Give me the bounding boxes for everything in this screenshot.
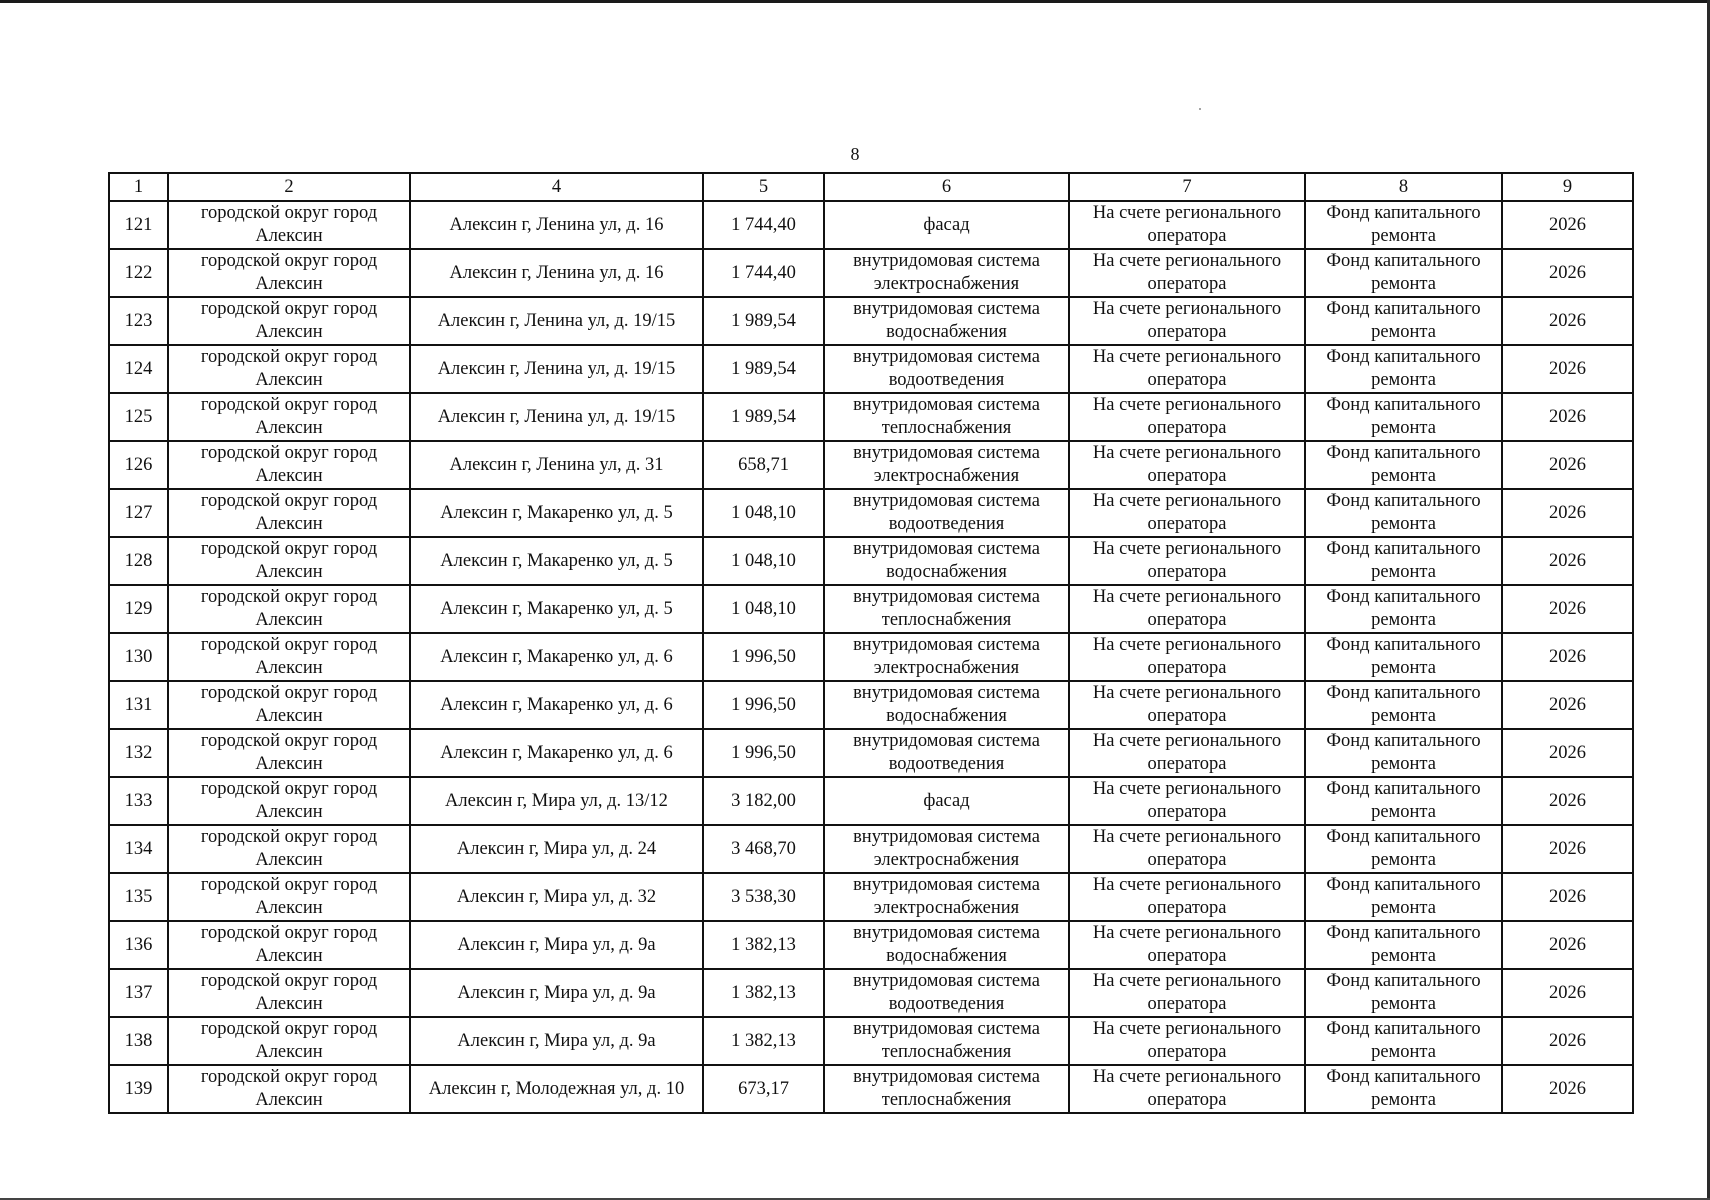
funding-source-cell: Фонд капитального ремонта bbox=[1305, 1065, 1502, 1113]
repair-element-cell: внутридомовая система теплоснабжения bbox=[824, 1017, 1069, 1065]
table-row bbox=[109, 633, 1633, 681]
row-number: 136 bbox=[109, 921, 168, 969]
repair-element-cell: внутридомовая система теплоснабжения bbox=[824, 1065, 1069, 1113]
table-row bbox=[109, 921, 1633, 969]
area-cell: 1 048,10 bbox=[703, 537, 824, 585]
funding-source-cell: Фонд капитального ремонта bbox=[1305, 825, 1502, 873]
repair-element-cell: внутридомовая система водоснабжения bbox=[824, 921, 1069, 969]
repair-element-cell: фасад bbox=[824, 777, 1069, 825]
area-cell: 1 382,13 bbox=[703, 921, 824, 969]
table-header bbox=[109, 173, 1633, 201]
municipality-cell: городской округ город Алексин bbox=[168, 969, 410, 1017]
municipality-cell: городской округ город Алексин bbox=[168, 249, 410, 297]
funding-source-cell: Фонд капитального ремонта bbox=[1305, 345, 1502, 393]
funds-account-cell: На счете регионального оператора bbox=[1069, 249, 1305, 297]
funds-account-cell: На счете регионального оператора bbox=[1069, 441, 1305, 489]
row-number: 122 bbox=[109, 249, 168, 297]
header-col-6: 6 bbox=[824, 173, 1069, 201]
area-cell: 1 989,54 bbox=[703, 345, 824, 393]
funds-account-cell: На счете регионального оператора bbox=[1069, 969, 1305, 1017]
area-cell: 658,71 bbox=[703, 441, 824, 489]
address-cell: Алексин г, Макаренко ул, д. 6 bbox=[410, 633, 703, 681]
funding-source-cell: Фонд капитального ремонта bbox=[1305, 249, 1502, 297]
funding-source-cell: Фонд капитального ремонта bbox=[1305, 489, 1502, 537]
funds-account-cell: На счете регионального оператора bbox=[1069, 393, 1305, 441]
row-number: 129 bbox=[109, 585, 168, 633]
year-cell: 2026 bbox=[1502, 729, 1633, 777]
row-number: 128 bbox=[109, 537, 168, 585]
funds-account-cell: На счете регионального оператора bbox=[1069, 633, 1305, 681]
header-col-4: 4 bbox=[410, 173, 703, 201]
year-cell: 2026 bbox=[1502, 441, 1633, 489]
row-number: 125 bbox=[109, 393, 168, 441]
repair-element-cell: внутридомовая система теплоснабжения bbox=[824, 393, 1069, 441]
address-cell: Алексин г, Ленина ул, д. 19/15 bbox=[410, 345, 703, 393]
area-cell: 1 382,13 bbox=[703, 1017, 824, 1065]
repair-element-cell: внутридомовая система электроснабжения bbox=[824, 441, 1069, 489]
repair-element-cell: внутридомовая система водоотведения bbox=[824, 345, 1069, 393]
table-row bbox=[109, 585, 1633, 633]
row-number: 133 bbox=[109, 777, 168, 825]
address-cell: Алексин г, Ленина ул, д. 19/15 bbox=[410, 393, 703, 441]
address-cell: Алексин г, Мира ул, д. 13/12 bbox=[410, 777, 703, 825]
municipality-cell: городской округ город Алексин bbox=[168, 585, 410, 633]
area-cell: 1 744,40 bbox=[703, 249, 824, 297]
address-cell: Алексин г, Мира ул, д. 9а bbox=[410, 969, 703, 1017]
header-col-5: 5 bbox=[703, 173, 824, 201]
year-cell: 2026 bbox=[1502, 585, 1633, 633]
year-cell: 2026 bbox=[1502, 921, 1633, 969]
funding-source-cell: Фонд капитального ремонта bbox=[1305, 729, 1502, 777]
table-row bbox=[109, 873, 1633, 921]
municipality-cell: городской округ город Алексин bbox=[168, 1017, 410, 1065]
row-number: 131 bbox=[109, 681, 168, 729]
area-cell: 1 989,54 bbox=[703, 393, 824, 441]
area-cell: 1 744,40 bbox=[703, 201, 824, 249]
funds-account-cell: На счете регионального оператора bbox=[1069, 873, 1305, 921]
funding-source-cell: Фонд капитального ремонта bbox=[1305, 393, 1502, 441]
funding-source-cell: Фонд капитального ремонта bbox=[1305, 969, 1502, 1017]
table-row bbox=[109, 1017, 1633, 1065]
address-cell: Алексин г, Мира ул, д. 24 bbox=[410, 825, 703, 873]
header-col-9: 9 bbox=[1502, 173, 1633, 201]
row-number: 130 bbox=[109, 633, 168, 681]
address-cell: Алексин г, Ленина ул, д. 16 bbox=[410, 201, 703, 249]
year-cell: 2026 bbox=[1502, 393, 1633, 441]
municipality-cell: городской округ город Алексин bbox=[168, 825, 410, 873]
funds-account-cell: На счете регионального оператора bbox=[1069, 585, 1305, 633]
row-number: 127 bbox=[109, 489, 168, 537]
funds-account-cell: На счете регионального оператора bbox=[1069, 729, 1305, 777]
municipality-cell: городской округ город Алексин bbox=[168, 297, 410, 345]
funds-account-cell: На счете регионального оператора bbox=[1069, 825, 1305, 873]
year-cell: 2026 bbox=[1502, 1017, 1633, 1065]
address-cell: Алексин г, Макаренко ул, д. 5 bbox=[410, 585, 703, 633]
address-cell: Алексин г, Макаренко ул, д. 6 bbox=[410, 729, 703, 777]
header-col-7: 7 bbox=[1069, 173, 1305, 201]
row-number: 139 bbox=[109, 1065, 168, 1113]
table-row bbox=[109, 969, 1633, 1017]
year-cell: 2026 bbox=[1502, 873, 1633, 921]
row-number: 138 bbox=[109, 1017, 168, 1065]
header-col-2: 2 bbox=[168, 173, 410, 201]
area-cell: 673,17 bbox=[703, 1065, 824, 1113]
funds-account-cell: На счете регионального оператора bbox=[1069, 489, 1305, 537]
year-cell: 2026 bbox=[1502, 777, 1633, 825]
municipality-cell: городской округ город Алексин bbox=[168, 873, 410, 921]
table-row bbox=[109, 537, 1633, 585]
municipality-cell: городской округ город Алексин bbox=[168, 1065, 410, 1113]
table-row bbox=[109, 729, 1633, 777]
table-row bbox=[109, 393, 1633, 441]
row-number: 121 bbox=[109, 201, 168, 249]
year-cell: 2026 bbox=[1502, 825, 1633, 873]
funds-account-cell: На счете регионального оператора bbox=[1069, 681, 1305, 729]
funding-source-cell: Фонд капитального ремонта bbox=[1305, 201, 1502, 249]
area-cell: 1 048,10 bbox=[703, 585, 824, 633]
funds-account-cell: На счете регионального оператора bbox=[1069, 1065, 1305, 1113]
area-cell: 1 048,10 bbox=[703, 489, 824, 537]
address-cell: Алексин г, Мира ул, д. 9а bbox=[410, 921, 703, 969]
table-row bbox=[109, 825, 1633, 873]
address-cell: Алексин г, Макаренко ул, д. 5 bbox=[410, 537, 703, 585]
funding-source-cell: Фонд капитального ремонта bbox=[1305, 1017, 1502, 1065]
area-cell: 1 382,13 bbox=[703, 969, 824, 1017]
municipality-cell: городской округ город Алексин bbox=[168, 489, 410, 537]
table-body bbox=[109, 201, 1633, 1113]
funding-source-cell: Фонд капитального ремонта bbox=[1305, 873, 1502, 921]
repair-element-cell: внутридомовая система водоснабжения bbox=[824, 297, 1069, 345]
row-number: 126 bbox=[109, 441, 168, 489]
row-number: 132 bbox=[109, 729, 168, 777]
area-cell: 3 468,70 bbox=[703, 825, 824, 873]
table-row bbox=[109, 777, 1633, 825]
funds-account-cell: На счете регионального оператора bbox=[1069, 777, 1305, 825]
table-row bbox=[109, 249, 1633, 297]
funding-source-cell: Фонд капитального ремонта bbox=[1305, 297, 1502, 345]
area-cell: 3 182,00 bbox=[703, 777, 824, 825]
funding-source-cell: Фонд капитального ремонта bbox=[1305, 633, 1502, 681]
address-cell: Алексин г, Мира ул, д. 32 bbox=[410, 873, 703, 921]
year-cell: 2026 bbox=[1502, 345, 1633, 393]
repair-element-cell: внутридомовая система теплоснабжения bbox=[824, 585, 1069, 633]
table-row bbox=[109, 297, 1633, 345]
scan-border-top bbox=[0, 0, 1710, 3]
row-number: 135 bbox=[109, 873, 168, 921]
address-cell: Алексин г, Макаренко ул, д. 5 bbox=[410, 489, 703, 537]
funds-account-cell: На счете регионального оператора bbox=[1069, 537, 1305, 585]
table-row bbox=[109, 489, 1633, 537]
repair-element-cell: внутридомовая система водоотведения bbox=[824, 489, 1069, 537]
year-cell: 2026 bbox=[1502, 969, 1633, 1017]
address-cell: Алексин г, Ленина ул, д. 31 bbox=[410, 441, 703, 489]
table-row bbox=[109, 1065, 1633, 1113]
repair-element-cell: фасад bbox=[824, 201, 1069, 249]
address-cell: Алексин г, Молодежная ул, д. 10 bbox=[410, 1065, 703, 1113]
table-row bbox=[109, 201, 1633, 249]
municipality-cell: городской округ город Алексин bbox=[168, 633, 410, 681]
repair-element-cell: внутридомовая система водоотведения bbox=[824, 729, 1069, 777]
repair-element-cell: внутридомовая система электроснабжения bbox=[824, 249, 1069, 297]
municipality-cell: городской округ город Алексин bbox=[168, 537, 410, 585]
funds-account-cell: На счете регионального оператора bbox=[1069, 345, 1305, 393]
funding-source-cell: Фонд капитального ремонта bbox=[1305, 777, 1502, 825]
municipality-cell: городской округ город Алексин bbox=[168, 921, 410, 969]
repair-element-cell: внутридомовая система электроснабжения bbox=[824, 873, 1069, 921]
funding-source-cell: Фонд капитального ремонта bbox=[1305, 585, 1502, 633]
municipality-cell: городской округ город Алексин bbox=[168, 345, 410, 393]
year-cell: 2026 bbox=[1502, 681, 1633, 729]
table-row bbox=[109, 681, 1633, 729]
address-cell: Алексин г, Мира ул, д. 9а bbox=[410, 1017, 703, 1065]
row-number: 124 bbox=[109, 345, 168, 393]
address-cell: Алексин г, Ленина ул, д. 16 bbox=[410, 249, 703, 297]
scan-artifact-dot bbox=[1199, 108, 1201, 110]
table-row bbox=[109, 441, 1633, 489]
funding-source-cell: Фонд капитального ремонта bbox=[1305, 681, 1502, 729]
repair-element-cell: внутридомовая система водоотведения bbox=[824, 969, 1069, 1017]
table-row bbox=[109, 345, 1633, 393]
year-cell: 2026 bbox=[1502, 297, 1633, 345]
address-cell: Алексин г, Ленина ул, д. 19/15 bbox=[410, 297, 703, 345]
row-number: 123 bbox=[109, 297, 168, 345]
funds-account-cell: На счете регионального оператора bbox=[1069, 921, 1305, 969]
funds-account-cell: На счете регионального оператора bbox=[1069, 297, 1305, 345]
year-cell: 2026 bbox=[1502, 489, 1633, 537]
funds-account-cell: На счете регионального оператора bbox=[1069, 201, 1305, 249]
funding-source-cell: Фонд капитального ремонта bbox=[1305, 441, 1502, 489]
row-number: 137 bbox=[109, 969, 168, 1017]
funding-source-cell: Фонд капитального ремонта bbox=[1305, 921, 1502, 969]
area-cell: 1 996,50 bbox=[703, 681, 824, 729]
municipality-cell: городской округ город Алексин bbox=[168, 729, 410, 777]
municipality-cell: городской округ город Алексин bbox=[168, 681, 410, 729]
repair-element-cell: внутридомовая система электроснабжения bbox=[824, 633, 1069, 681]
municipality-cell: городской округ город Алексин bbox=[168, 441, 410, 489]
year-cell: 2026 bbox=[1502, 1065, 1633, 1113]
address-cell: Алексин г, Макаренко ул, д. 6 bbox=[410, 681, 703, 729]
repair-schedule-table bbox=[108, 172, 1634, 1114]
municipality-cell: городской округ город Алексин bbox=[168, 201, 410, 249]
area-cell: 3 538,30 bbox=[703, 873, 824, 921]
municipality-cell: городской округ город Алексин bbox=[168, 393, 410, 441]
page-number: 8 bbox=[850, 144, 860, 164]
year-cell: 2026 bbox=[1502, 537, 1633, 585]
row-number: 134 bbox=[109, 825, 168, 873]
repair-element-cell: внутридомовая система водоснабжения bbox=[824, 681, 1069, 729]
municipality-cell: городской округ город Алексин bbox=[168, 777, 410, 825]
area-cell: 1 996,50 bbox=[703, 633, 824, 681]
funding-source-cell: Фонд капитального ремонта bbox=[1305, 537, 1502, 585]
year-cell: 2026 bbox=[1502, 633, 1633, 681]
funds-account-cell: На счете регионального оператора bbox=[1069, 1017, 1305, 1065]
area-cell: 1 989,54 bbox=[703, 297, 824, 345]
header-row bbox=[109, 173, 1633, 201]
year-cell: 2026 bbox=[1502, 201, 1633, 249]
header-col-8: 8 bbox=[1305, 173, 1502, 201]
year-cell: 2026 bbox=[1502, 249, 1633, 297]
repair-element-cell: внутридомовая система электроснабжения bbox=[824, 825, 1069, 873]
header-col-1: 1 bbox=[109, 173, 168, 201]
area-cell: 1 996,50 bbox=[703, 729, 824, 777]
repair-element-cell: внутридомовая система водоснабжения bbox=[824, 537, 1069, 585]
